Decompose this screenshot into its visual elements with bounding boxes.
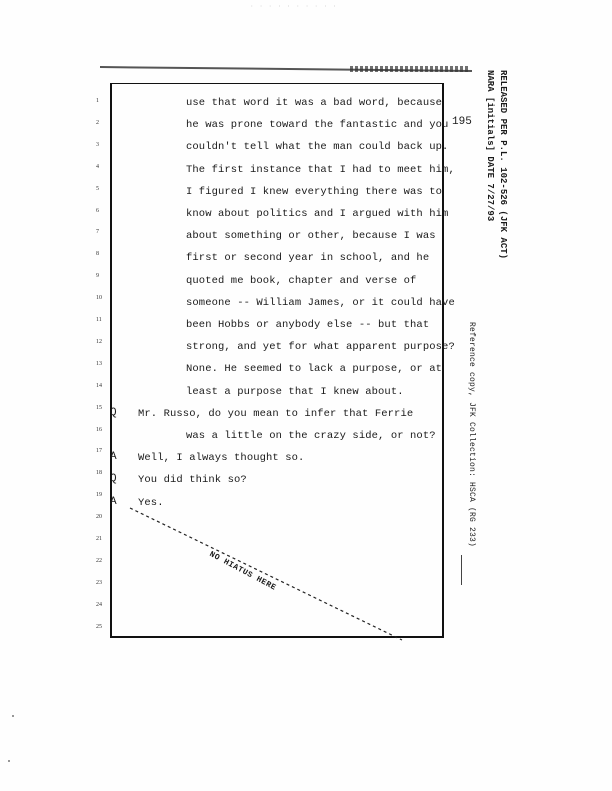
- transcript-line: You did think so?: [138, 474, 247, 487]
- speck: [12, 715, 14, 717]
- transcript-line: strong, and yet for what apparent purpose?: [186, 341, 455, 354]
- transcript-line: first or second year in school, and he: [186, 252, 430, 265]
- transcript-line: The first instance that I had to meet him,: [186, 163, 455, 176]
- transcript-line: been Hobbs or anybody else -- but that: [186, 319, 430, 331]
- hiatus-note: NO HIATUS HERE: [207, 550, 278, 593]
- transcript-line: couldn't tell what the man could back up.: [186, 141, 449, 154]
- transcript-line: was a little on the crazy side, or not?: [186, 430, 436, 442]
- speaker-label: Q: [110, 473, 117, 486]
- transcript-line: Yes.: [138, 496, 164, 509]
- transcript-line: None. He seemed to lack a purpose, or at: [186, 363, 443, 376]
- speck: [8, 760, 10, 762]
- transcript-line: know about politics and I argued with him: [186, 208, 449, 220]
- release-stamp-line2: NARA [initials] DATE 7/27/93: [485, 70, 495, 222]
- transcript-line: Mr. Russo, do you mean to infer that Ferrie: [138, 407, 414, 420]
- transcript-line: he was prone toward the fantastic and you: [186, 119, 449, 132]
- speaker-label: A: [110, 495, 117, 508]
- reference-copy-note: Reference copy, JFK Collection: HSCA (RG 233): [467, 322, 476, 548]
- page-number: 195: [452, 116, 472, 128]
- transcript-line: Well, I always thought so.: [138, 452, 305, 465]
- transcript-line: someone -- William James, or it could have: [186, 296, 455, 309]
- top-smudge: · · · · · · · · · ·: [250, 3, 338, 10]
- speaker-label: Q: [110, 406, 117, 419]
- transcript-line: use that word it was a bad word, because: [186, 97, 443, 109]
- transcript-line: I figured I knew everything there was to: [186, 185, 443, 198]
- transcript-page: · · · · · · · · · · 195 RELEASED PER P.L. 102-526 (JFK ACT) NARA [initials] DATE 7/27/93 Reference copy, JFK Collection: HSCA (RG 233) 1 2 3 4 5 6 7 8 9 10 11 12 13 14 15 16 17 18 19 20 21 22 23 24 25 use that word it was a bad word, because he was prone toward the fantastic and you couldn't tell what the man could back up. The first instance that I had to meet him, I figured I knew everything there was to know about politics and I argued with him about something or other, because I was first or second year in school, and he quoted me book, chapter and verse of someone -- William James, or it could have been Hobbs or anybody else -- but that strong, and yet for what apparent purpose? None. He seemed to lack a purpose, or at least a purpose that I knew about. Q Mr. Russo, do you mean to infer that Ferrie was a little on the crazy side, or not? A Well, I always thought so. Q You did think so? A Yes. NO HIATUS HERE: [0, 0, 612, 791]
- speaker-label: A: [110, 451, 117, 464]
- transcript-line: about something or other, because I was: [186, 230, 436, 243]
- release-stamp-line1: RELEASED PER P.L. 102-526 (JFK ACT): [498, 70, 508, 260]
- transcript-line: quoted me book, chapter and verse of: [186, 274, 417, 287]
- transcript-line: least a purpose that I knew about.: [186, 385, 404, 398]
